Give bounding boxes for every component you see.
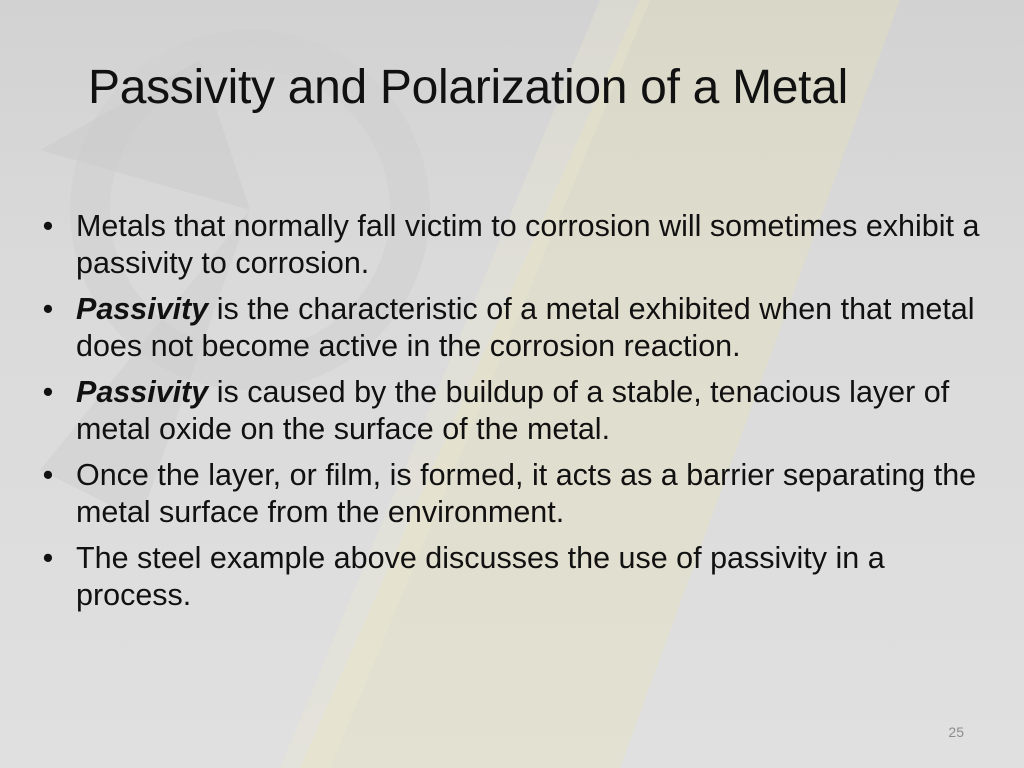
bullet-item	[38, 291, 988, 365]
slide-title: Passivity and Polarization of a Metal	[88, 61, 848, 114]
bullet-text: is caused by the buildup of a stable, tenacious layer of metal oxide on the surface of the metal.	[76, 375, 950, 446]
bullet-dot: •	[42, 458, 54, 492]
bullet-dot: •	[42, 541, 54, 575]
bullet-dot: •	[42, 209, 54, 243]
bullet-item	[38, 457, 988, 531]
page-number: 25	[948, 724, 964, 740]
bullet-text: Metals that normally fall victim to corrosion will sometimes exhibit a passivity to corrosion.	[76, 209, 980, 280]
bullet-item	[38, 208, 988, 282]
bullet-item	[38, 540, 988, 614]
bullet-dot: •	[42, 292, 54, 326]
bullet-text: Once the layer, or film, is formed, it acts as a barrier separating the metal surface from the environment.	[76, 458, 977, 529]
bullet-text: is the characteristic of a metal exhibited when that metal does not become active in the corrosion reaction.	[76, 292, 975, 363]
bullet-item	[38, 374, 988, 448]
bullet-text: The steel example above discusses the use of passivity in a process.	[76, 541, 885, 612]
bullet-emphasis: Passivity	[76, 375, 209, 409]
bullet-list	[38, 208, 988, 623]
bullet-dot: •	[42, 375, 54, 409]
bullet-emphasis: Passivity	[76, 292, 209, 326]
